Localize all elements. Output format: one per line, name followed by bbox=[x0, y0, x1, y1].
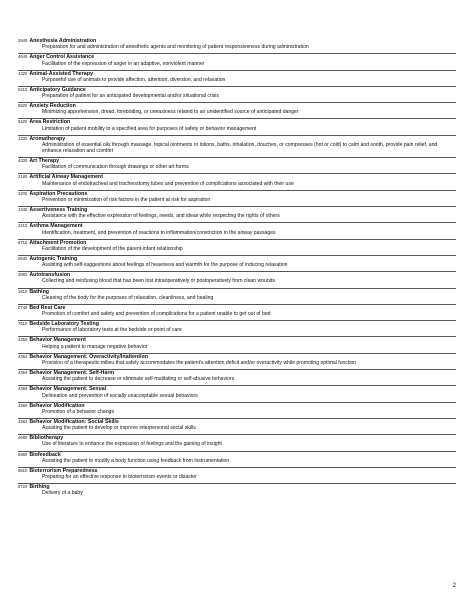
intervention-code: 6720 bbox=[18, 484, 28, 490]
intervention-definition: Delivery of a baby bbox=[42, 490, 83, 497]
intervention-definition: Promotion of comfort and safety and prevention of complications for a patient unable to get out of bed bbox=[42, 311, 271, 318]
intervention-entry bbox=[18, 402, 456, 418]
intervention-entry bbox=[18, 418, 456, 434]
intervention-list bbox=[18, 38, 456, 499]
intervention-term: Asthma Management bbox=[29, 223, 83, 230]
intervention-definition: Assisting the patient to develop or improve interpersonal social skills bbox=[42, 425, 196, 432]
intervention-code: 4680 bbox=[18, 435, 28, 441]
intervention-definition: Cleaning of the body for the purposes of relaxation, cleanliness, and healing bbox=[42, 294, 214, 301]
intervention-term: Anticipatory Guidance bbox=[29, 86, 86, 93]
intervention-term: Aspiration Precautions bbox=[29, 190, 88, 197]
intervention-definition: Identification, treatment, and prevention of reactions to inflammation/constriction in the airway passages bbox=[42, 229, 276, 236]
intervention-entry bbox=[18, 483, 456, 499]
intervention-term: Bathing bbox=[29, 288, 50, 295]
intervention-term: Art Therapy bbox=[29, 158, 60, 165]
intervention-term: Behavior Management: Sexual bbox=[29, 386, 107, 393]
intervention-code: 4352 bbox=[18, 353, 28, 359]
intervention-definition: Minimizing apprehension, dread, foreboding, or uneasiness related to an unidentified source of anticipated danger bbox=[42, 109, 299, 116]
intervention-entry bbox=[18, 320, 456, 336]
intervention-entry bbox=[18, 255, 456, 271]
intervention-definition: Limitation of patient mobility to a specified area for purposes of safety or behavior management bbox=[42, 125, 257, 132]
intervention-definition: Provision of a therapeutic milieu that safely accommodates the patient's attention deficit and/or overactivity while promoting optimal function bbox=[42, 359, 357, 366]
intervention-term: Animal-Assisted Therapy bbox=[29, 70, 93, 77]
intervention-term: Bed Rest Care bbox=[29, 304, 66, 311]
intervention-code: 6710 bbox=[18, 239, 28, 245]
intervention-term: Bibliotherapy bbox=[29, 435, 64, 442]
intervention-code: 8810 bbox=[18, 467, 28, 473]
intervention-code: 4320 bbox=[18, 70, 28, 76]
intervention-definition: Preparation of patient for an anticipated developmental and/or situational crisis bbox=[42, 93, 219, 100]
intervention-definition: Facilitation of communication through drawings or other art forms bbox=[42, 164, 189, 171]
intervention-term: Bioterrorism Preparedness bbox=[29, 467, 98, 474]
intervention-definition: Assisting the patient to modify a body function using feedback from instrumentation bbox=[42, 457, 230, 464]
intervention-code: 7610 bbox=[18, 321, 28, 327]
intervention-definition: Prevention or minimization of risk factors in the patient at risk for aspiration bbox=[42, 196, 211, 203]
intervention-definition: Collecting and reinfusing blood that has been lost intraoperatively or postoperatively from clean wounds bbox=[42, 278, 276, 285]
intervention-entry bbox=[18, 222, 456, 238]
intervention-definition: Assisting with self-suggestions about feelings of heaviness and warmth for the purpose of inducing relaxation bbox=[42, 262, 288, 269]
intervention-definition: Maintenance of endotracheal and tracheostomy tubes and prevention of complications associated with their use bbox=[42, 180, 294, 187]
intervention-code: 1610 bbox=[18, 288, 28, 294]
intervention-code: 5840 bbox=[18, 255, 28, 261]
intervention-term: Autogenic Training bbox=[29, 255, 78, 262]
intervention-code: 6420 bbox=[18, 119, 28, 125]
intervention-entry bbox=[18, 173, 456, 189]
intervention-entry bbox=[18, 135, 456, 157]
intervention-entry bbox=[18, 102, 456, 118]
intervention-entry bbox=[18, 38, 456, 53]
intervention-entry bbox=[18, 86, 456, 102]
intervention-entry bbox=[18, 336, 456, 352]
intervention-entry bbox=[18, 239, 456, 255]
intervention-code: 4354 bbox=[18, 370, 28, 376]
intervention-term: Anger Control Assistance bbox=[29, 54, 95, 61]
intervention-code: 2860 bbox=[18, 272, 28, 278]
intervention-code: 4360 bbox=[18, 402, 28, 408]
intervention-entry bbox=[18, 70, 456, 86]
intervention-term: Aromatherapy bbox=[29, 135, 66, 142]
intervention-entry bbox=[18, 157, 456, 173]
intervention-code: 4640 bbox=[18, 54, 28, 60]
intervention-code: 1330 bbox=[18, 135, 28, 141]
intervention-entry bbox=[18, 53, 456, 69]
intervention-entry bbox=[18, 190, 456, 206]
intervention-term: Bedside Laboratory Testing bbox=[29, 321, 99, 328]
intervention-definition: Purposeful use of animals to provide affection, attention, diversion, and relaxation bbox=[42, 76, 226, 83]
intervention-code: 3200 bbox=[18, 190, 28, 196]
intervention-entry bbox=[18, 385, 456, 401]
intervention-definition: Facilitation of the development of the parent-infant relationship bbox=[42, 245, 183, 252]
intervention-code: 4330 bbox=[18, 158, 28, 164]
intervention-definition: Use of literature to enhance the expression of feelings and the gaining of insight bbox=[42, 441, 222, 448]
intervention-entry bbox=[18, 369, 456, 385]
intervention-term: Anxiety Reduction bbox=[29, 103, 76, 110]
intervention-definition: Performance of laboratory tests at the bedside or point of care bbox=[42, 327, 182, 334]
page-number: 2 bbox=[452, 583, 456, 589]
intervention-definition: Preparing for an effective response to bioterrorism events or disaster bbox=[42, 474, 197, 481]
intervention-code: 3180 bbox=[18, 174, 28, 180]
intervention-definition: Delineation and prevention of socially unacceptable sexual behaviors bbox=[42, 392, 198, 399]
intervention-term: Behavior Management: Self-Harm bbox=[29, 370, 115, 377]
intervention-entry bbox=[18, 353, 456, 369]
intervention-term: Artificial Airway Management bbox=[29, 174, 104, 181]
intervention-code: 4362 bbox=[18, 418, 28, 424]
intervention-term: Behavior Modification bbox=[29, 402, 85, 409]
intervention-definition: Assisting the patient to decrease or eliminate self-mutilating or self-abusive behaviors bbox=[42, 376, 235, 383]
intervention-code: 5210 bbox=[18, 86, 28, 92]
intervention-code: 4340 bbox=[18, 207, 28, 213]
intervention-code: 4350 bbox=[18, 337, 28, 343]
intervention-code: 2840 bbox=[18, 38, 28, 43]
intervention-term: Attachment Promotion bbox=[29, 239, 87, 246]
intervention-term: Behavior Modification: Social Skills bbox=[29, 418, 119, 425]
intervention-term: Behavior Management bbox=[29, 337, 86, 344]
intervention-term: Biofeedback bbox=[29, 451, 61, 458]
intervention-entry bbox=[18, 451, 456, 467]
intervention-term: Autotransfusion bbox=[29, 272, 71, 279]
intervention-definition: Facilitation of the expression of anger in an adaptive, nonviolent manner bbox=[42, 60, 205, 67]
intervention-code: 0740 bbox=[18, 304, 28, 310]
intervention-code: 5820 bbox=[18, 103, 28, 109]
intervention-term: Area Restriction bbox=[29, 119, 71, 126]
intervention-term: Assertiveness Training bbox=[29, 207, 88, 214]
intervention-entry bbox=[18, 271, 456, 287]
intervention-definition: Assistance with the effective expression of feelings, needs, and ideas while respecting the rights of others bbox=[42, 213, 280, 220]
intervention-entry bbox=[18, 304, 456, 320]
intervention-definition: Preparation for and administration of anesthetic agents and monitoring of patient responsiveness during administration bbox=[42, 44, 309, 51]
intervention-entry bbox=[18, 288, 456, 304]
intervention-code: 5860 bbox=[18, 451, 28, 457]
intervention-entry bbox=[18, 118, 456, 134]
intervention-entry bbox=[18, 206, 456, 222]
intervention-term: Anesthesia Administration bbox=[29, 38, 97, 44]
intervention-definition: Helping a patient to manage negative behavior bbox=[42, 343, 148, 350]
intervention-entry bbox=[18, 434, 456, 450]
intervention-definition: Administration of essential oils through massage, topical ointments or lotions, baths, inhalation, douches, or compresses (hot or cold) to calm and sooth, provide pain relief, and enhance relaxation and comfort bbox=[42, 141, 438, 155]
intervention-code: 4356 bbox=[18, 386, 28, 392]
intervention-term: Behavior Management: Overactivity/Inattention bbox=[29, 353, 148, 360]
intervention-entry bbox=[18, 467, 456, 483]
intervention-term: Birthing bbox=[29, 484, 50, 491]
intervention-definition: Promotion of a behavior change bbox=[42, 408, 115, 415]
intervention-code: 3210 bbox=[18, 223, 28, 229]
